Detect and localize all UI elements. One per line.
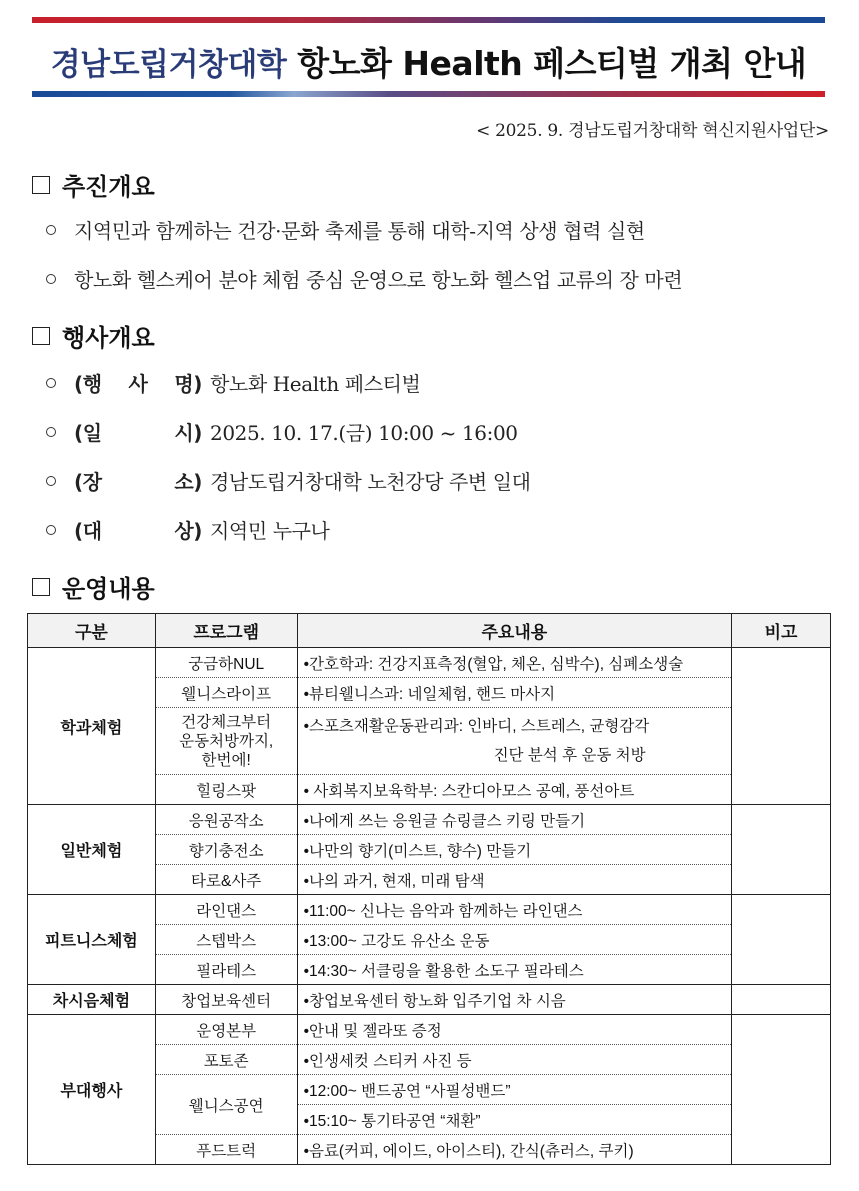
circle-bullet-icon xyxy=(46,476,56,486)
program-cell: 웰니스라이프 xyxy=(155,678,297,708)
circle-bullet-icon xyxy=(46,525,56,535)
content-cell: •창업보육센터 항노화 입주기업 차 시음 xyxy=(297,985,732,1015)
note-cell xyxy=(732,895,831,985)
bullet-text: 지역민과 함께하는 건강·문화 축제를 통해 대학-지역 상생 협력 실현 xyxy=(74,219,645,243)
category-cell: 학과체험 xyxy=(28,648,156,805)
circle-bullet-icon xyxy=(46,378,56,388)
table-header-row xyxy=(28,614,831,648)
program-cell: 라인댄스 xyxy=(155,895,297,925)
content-cell: • 사회복지보육학부: 스칸디아모스 공예, 풍선아트 xyxy=(297,775,732,805)
item-value: 2025. 10. 17.(금) 10:00 ~ 16:00 xyxy=(210,421,518,445)
table-row xyxy=(28,648,831,678)
circle-bullet-icon xyxy=(46,225,56,235)
content-cell: •13:00~ 고강도 유산소 운동 xyxy=(297,925,732,955)
table-row xyxy=(28,985,831,1015)
circle-bullet-icon xyxy=(46,427,56,437)
event-item-date xyxy=(46,417,518,446)
item-value: 경남도립거창대학 노천강당 주변 일대 xyxy=(210,470,531,494)
category-cell: 피트니스체험 xyxy=(28,895,156,985)
content-cell: •11:00~ 신나는 음악과 함께하는 라인댄스 xyxy=(297,895,732,925)
note-cell xyxy=(732,805,831,895)
section-heading-event xyxy=(32,318,155,353)
category-cell: 일반체험 xyxy=(28,805,156,895)
program-cell: 응원공작소 xyxy=(155,805,297,835)
program-cell: 힐링스팟 xyxy=(155,775,297,805)
header-decor-bar-top xyxy=(32,17,825,23)
col-header-program: 프로그램 xyxy=(155,614,297,648)
item-key: (장 소) xyxy=(74,470,202,494)
note-cell xyxy=(732,1015,831,1165)
content-cell: •음료(커피, 에이드, 아이스티), 간식(츄러스, 쿠키) xyxy=(297,1135,732,1165)
bullet-text: 항노화 헬스케어 분야 체험 중심 운영으로 항노화 헬스업 교류의 장 마련 xyxy=(74,268,683,292)
square-bullet-icon xyxy=(32,578,50,596)
content-cell: •스포츠재활운동관리과: 인바디, 스트레스, 균형감각 진단 분석 후 운동 처방 xyxy=(297,708,732,775)
page-title xyxy=(32,38,825,85)
title-university: 경남도립거창대학 xyxy=(50,47,287,83)
col-header-content: 주요내용 xyxy=(297,614,732,648)
col-header-category: 구분 xyxy=(28,614,156,648)
table-row xyxy=(28,805,831,835)
item-key: (행 사 명) xyxy=(74,372,202,396)
content-cell: •나에게 쓰는 응원글 슈링클스 키링 만들기 xyxy=(297,805,732,835)
event-item-target xyxy=(46,515,329,544)
header-decor-bar-bottom xyxy=(32,91,825,97)
note-cell xyxy=(732,648,831,805)
content-cell: •안내 및 젤라또 증정 xyxy=(297,1015,732,1045)
program-cell: 푸드트럭 xyxy=(155,1135,297,1165)
section-heading-operations xyxy=(32,569,155,604)
program-cell: 스텝박스 xyxy=(155,925,297,955)
content-cell: •간호학과: 건강지표측정(혈압, 체온, 심박수), 심폐소생술 xyxy=(297,648,732,678)
program-cell: 궁금하NUL xyxy=(155,648,297,678)
program-cell: 향기충전소 xyxy=(155,835,297,865)
col-header-note: 비고 xyxy=(732,614,831,648)
program-cell: 포토존 xyxy=(155,1045,297,1075)
content-cell: •나의 과거, 현재, 미래 탐색 xyxy=(297,865,732,895)
content-cell: •14:30~ 서클링을 활용한 소도구 필라테스 xyxy=(297,955,732,985)
operations-table xyxy=(27,613,831,1165)
square-bullet-icon xyxy=(32,327,50,345)
square-bullet-icon xyxy=(32,176,50,194)
note-cell xyxy=(732,985,831,1015)
program-cell: 운영본부 xyxy=(155,1015,297,1045)
overview-bullet xyxy=(46,215,645,244)
section-heading-overview xyxy=(32,167,155,202)
table-row xyxy=(28,895,831,925)
content-cell: •나만의 향기(미스트, 향수) 만들기 xyxy=(297,835,732,865)
content-cell: •뷰티웰니스과: 네일체험, 핸드 마사지 xyxy=(297,678,732,708)
category-cell: 차시음체험 xyxy=(28,985,156,1015)
overview-bullet xyxy=(46,264,682,293)
item-key: (대 상) xyxy=(74,519,202,543)
program-cell: 필라테스 xyxy=(155,955,297,985)
content-cell: •15:10~ 통기타공연 “채환” xyxy=(297,1105,732,1135)
table-row xyxy=(28,1015,831,1045)
title-event: 항노화 Health 페스티벌 개최 안내 xyxy=(297,44,807,83)
content-cell: •12:00~ 밴드공연 “사필성밴드” xyxy=(297,1075,732,1105)
program-cell: 타로&사주 xyxy=(155,865,297,895)
section-title: 추진개요 xyxy=(62,173,155,201)
program-cell: 건강체크부터 운동처방까지, 한번에! xyxy=(155,708,297,775)
item-value: 항노화 Health 페스티벌 xyxy=(210,372,421,396)
item-key: (일 시) xyxy=(74,421,202,445)
circle-bullet-icon xyxy=(46,274,56,284)
program-cell: 웰니스공연 xyxy=(155,1075,297,1135)
event-item-name xyxy=(46,368,420,397)
section-title: 행사개요 xyxy=(62,324,155,352)
section-title: 운영내용 xyxy=(62,575,155,603)
issuer-line: < 2025. 9. 경남도립거창대학 혁신지원사업단> xyxy=(476,121,829,141)
category-cell: 부대행사 xyxy=(28,1015,156,1165)
item-value: 지역민 누구나 xyxy=(210,519,330,543)
content-cell: •인생세컷 스티커 사진 등 xyxy=(297,1045,732,1075)
program-cell: 창업보육센터 xyxy=(155,985,297,1015)
event-item-place xyxy=(46,466,531,495)
